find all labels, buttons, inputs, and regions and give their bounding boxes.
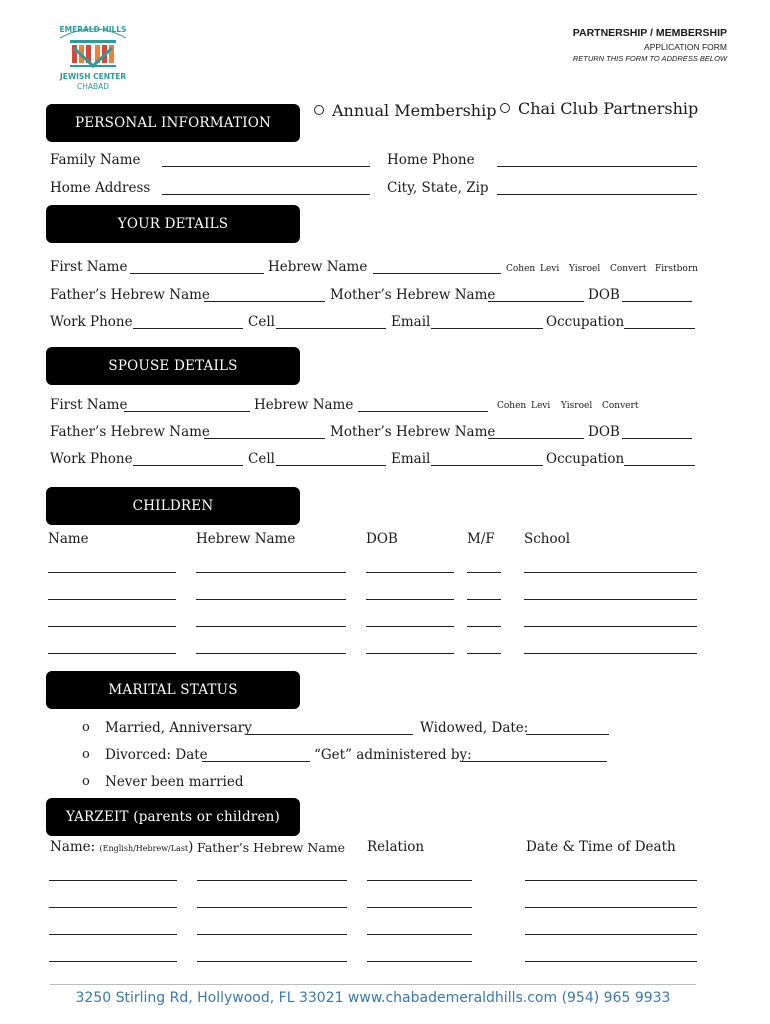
children-row-2-field-4[interactable] [467, 599, 501, 600]
section-marital-status: MARITAL STATUS [46, 671, 300, 709]
widowed-date-field[interactable] [526, 734, 609, 735]
children-row-1-field-5[interactable] [524, 572, 697, 573]
yarzeit-row-1-field-2[interactable] [197, 880, 347, 881]
children-row-3-field-3[interactable] [366, 626, 454, 627]
spouse-tribe-yisroel[interactable]: Yisroel [561, 401, 593, 411]
first-name-field[interactable] [130, 273, 264, 274]
chai-club-label: Chai Club Partnership [518, 99, 699, 118]
children-row-3-field-2[interactable] [196, 626, 346, 627]
form-return-note: RETURN THIS FORM TO ADDRESS BELOW [572, 54, 727, 63]
tribe-cohen[interactable]: Cohen [506, 264, 536, 274]
spouse-fathers-hebrew-name-label: Father’s Hebrew Name [50, 424, 210, 440]
email-label: Email [391, 314, 431, 330]
form-subtitle: APPLICATION FORM [644, 42, 727, 52]
children-row-2-field-5[interactable] [524, 599, 697, 600]
yarzeit-row-3-field-4[interactable] [525, 934, 697, 935]
children-row-4-field-5[interactable] [524, 653, 697, 654]
dob-label: DOB [588, 287, 620, 303]
spouse-work-phone-field[interactable] [133, 465, 243, 466]
children-row-3-field-1[interactable] [48, 626, 176, 627]
married-label: Married, Anniversary [105, 720, 252, 736]
children-col-school: School [524, 531, 571, 547]
yarzeit-name-label: Name: [50, 839, 96, 855]
spouse-hebrew-name-label: Hebrew Name [254, 397, 354, 413]
occupation-field[interactable] [624, 328, 695, 329]
children-row-1-field-1[interactable] [48, 572, 176, 573]
footer-contact: 3250 Stirling Rd, Hollywood, FL 33021 www.chabademeraldhills.com (954) 965 9933 [75, 990, 671, 1006]
children-row-3-field-4[interactable] [467, 626, 501, 627]
married-radio-icon[interactable]: o [82, 720, 90, 735]
hebrew-name-field[interactable] [373, 273, 501, 274]
yarzeit-col-fathers-name: Father’s Hebrew Name [197, 840, 346, 855]
home-phone-label: Home Phone [387, 152, 475, 168]
form-title: PARTNERSHIP / MEMBERSHIP [572, 27, 727, 39]
email-field[interactable] [431, 328, 543, 329]
family-name-label: Family Name [50, 152, 141, 168]
yarzeit-row-4-field-1[interactable] [49, 961, 177, 962]
spouse-tribe-levi[interactable]: Levi [531, 401, 551, 411]
option-chai-club[interactable] [500, 99, 698, 118]
yarzeit-row-4-field-4[interactable] [525, 961, 697, 962]
spouse-mothers-hebrew-name-field[interactable] [488, 438, 584, 439]
never-married-label: Never been married [105, 774, 244, 790]
children-col-hebrew-name: Hebrew Name [196, 531, 296, 547]
anniversary-field[interactable] [246, 734, 413, 735]
divorced-date-field[interactable] [202, 761, 310, 762]
children-row-1-field-4[interactable] [467, 572, 501, 573]
divorced-radio-icon[interactable]: o [82, 747, 90, 762]
children-row-3-field-5[interactable] [524, 626, 697, 627]
children-col-name: Name [48, 531, 89, 547]
section-children: CHILDREN [46, 487, 300, 525]
divorced-label: Divorced: Date [105, 747, 208, 763]
section-yarzeit: YARZEIT (parents or children) [46, 798, 300, 836]
option-annual-membership[interactable] [314, 101, 496, 120]
spouse-occupation-field[interactable] [624, 465, 695, 466]
home-address-label: Home Address [50, 180, 151, 196]
yarzeit-row-4-field-2[interactable] [197, 961, 347, 962]
tribe-convert[interactable]: Convert [610, 264, 647, 274]
first-name-label: First Name [50, 259, 128, 275]
yarzeit-row-1-field-1[interactable] [49, 880, 177, 881]
spouse-cell-label: Cell [248, 451, 275, 467]
svg-text:EMERALD HILLS: EMERALD HILLS [59, 25, 127, 34]
spouse-mothers-hebrew-name-label: Mother’s Hebrew Name [330, 424, 496, 440]
children-row-4-field-4[interactable] [467, 653, 501, 654]
yarzeit-col-date-time: Date & Time of Death [526, 839, 676, 855]
home-phone-field[interactable] [497, 166, 697, 167]
children-row-2-field-2[interactable] [196, 599, 346, 600]
spouse-occupation-label: Occupation [546, 451, 625, 467]
spouse-fathers-hebrew-name-field[interactable] [204, 438, 325, 439]
spouse-work-phone-label: Work Phone [50, 451, 133, 467]
yarzeit-row-3-field-2[interactable] [197, 934, 347, 935]
dob-field[interactable] [622, 301, 692, 302]
spouse-first-name-field[interactable] [124, 411, 250, 412]
children-row-1-field-3[interactable] [366, 572, 454, 573]
yarzeit-row-3-field-1[interactable] [49, 934, 177, 935]
fathers-hebrew-name-label: Father’s Hebrew Name [50, 287, 210, 303]
get-administered-field[interactable] [462, 761, 607, 762]
children-row-4-field-3[interactable] [366, 653, 454, 654]
children-col-dob: DOB [366, 531, 398, 547]
spouse-dob-field[interactable] [622, 438, 692, 439]
children-row-4-field-2[interactable] [196, 653, 346, 654]
spouse-dob-label: DOB [588, 424, 620, 440]
yarzeit-row-1-field-3[interactable] [367, 880, 472, 881]
section-personal-information: PERSONAL INFORMATION [46, 104, 300, 142]
spouse-hebrew-name-field[interactable] [358, 411, 488, 412]
city-state-zip-label: City, State, Zip [387, 180, 489, 196]
yarzeit-row-2-field-4[interactable] [525, 907, 697, 908]
tribe-firstborn[interactable]: Firstborn [655, 264, 698, 274]
children-row-1-field-2[interactable] [196, 572, 346, 573]
work-phone-field[interactable] [133, 328, 243, 329]
mothers-hebrew-name-label: Mother’s Hebrew Name [330, 287, 496, 303]
spouse-cell-field[interactable] [276, 465, 386, 466]
hebrew-name-label: Hebrew Name [268, 259, 368, 275]
mothers-hebrew-name-field[interactable] [488, 301, 584, 302]
yarzeit-row-2-field-3[interactable] [367, 907, 472, 908]
annual-membership-radio-icon[interactable] [314, 105, 324, 115]
children-col-mf: M/F [467, 531, 495, 547]
family-name-field[interactable] [162, 166, 370, 167]
yarzeit-col-name [50, 839, 193, 855]
section-your-details: YOUR DETAILS [46, 205, 300, 243]
occupation-label: Occupation [546, 314, 625, 330]
tribe-yisroel[interactable]: Yisroel [569, 264, 601, 274]
yarzeit-row-2-field-1[interactable] [49, 907, 177, 908]
yarzeit-row-3-field-3[interactable] [367, 934, 472, 935]
children-row-2-field-3[interactable] [366, 599, 454, 600]
fathers-hebrew-name-field[interactable] [204, 301, 325, 302]
section-spouse-details: SPOUSE DETAILS [46, 347, 300, 385]
chai-club-radio-icon[interactable] [500, 103, 510, 113]
yarzeit-name-note: (English/Hebrew/Last [99, 844, 189, 853]
logo-chabad-text: CHABAD [76, 82, 110, 91]
children-row-4-field-1[interactable] [48, 653, 176, 654]
children-row-2-field-1[interactable] [48, 599, 176, 600]
spouse-first-name-label: First Name [50, 397, 128, 413]
cell-label: Cell [248, 314, 275, 330]
spouse-tribe-convert[interactable]: Convert [602, 401, 639, 411]
tribe-levi[interactable]: Levi [540, 264, 560, 274]
city-state-zip-field[interactable] [497, 194, 697, 195]
logo-center-text: JEWISH CENTER [59, 72, 127, 81]
yarzeit-row-4-field-3[interactable] [367, 961, 472, 962]
footer-divider [50, 984, 696, 985]
spouse-tribe-cohen[interactable]: Cohen [497, 401, 527, 411]
yarzeit-col-relation: Relation [367, 839, 425, 855]
cell-field[interactable] [276, 328, 386, 329]
work-phone-label: Work Phone [50, 314, 133, 330]
yarzeit-row-2-field-2[interactable] [197, 907, 347, 908]
spouse-email-label: Email [391, 451, 431, 467]
never-married-radio-icon[interactable]: o [82, 774, 90, 789]
logo [52, 18, 134, 94]
get-administered-label: “Get” administered by: [314, 747, 472, 763]
spouse-email-field[interactable] [431, 465, 543, 466]
home-address-field[interactable] [162, 194, 370, 195]
yarzeit-name-close: ) [188, 839, 194, 855]
widowed-label: Widowed, Date: [420, 720, 529, 736]
yarzeit-row-1-field-4[interactable] [525, 880, 697, 881]
annual-membership-label: Annual Membership [332, 101, 497, 120]
